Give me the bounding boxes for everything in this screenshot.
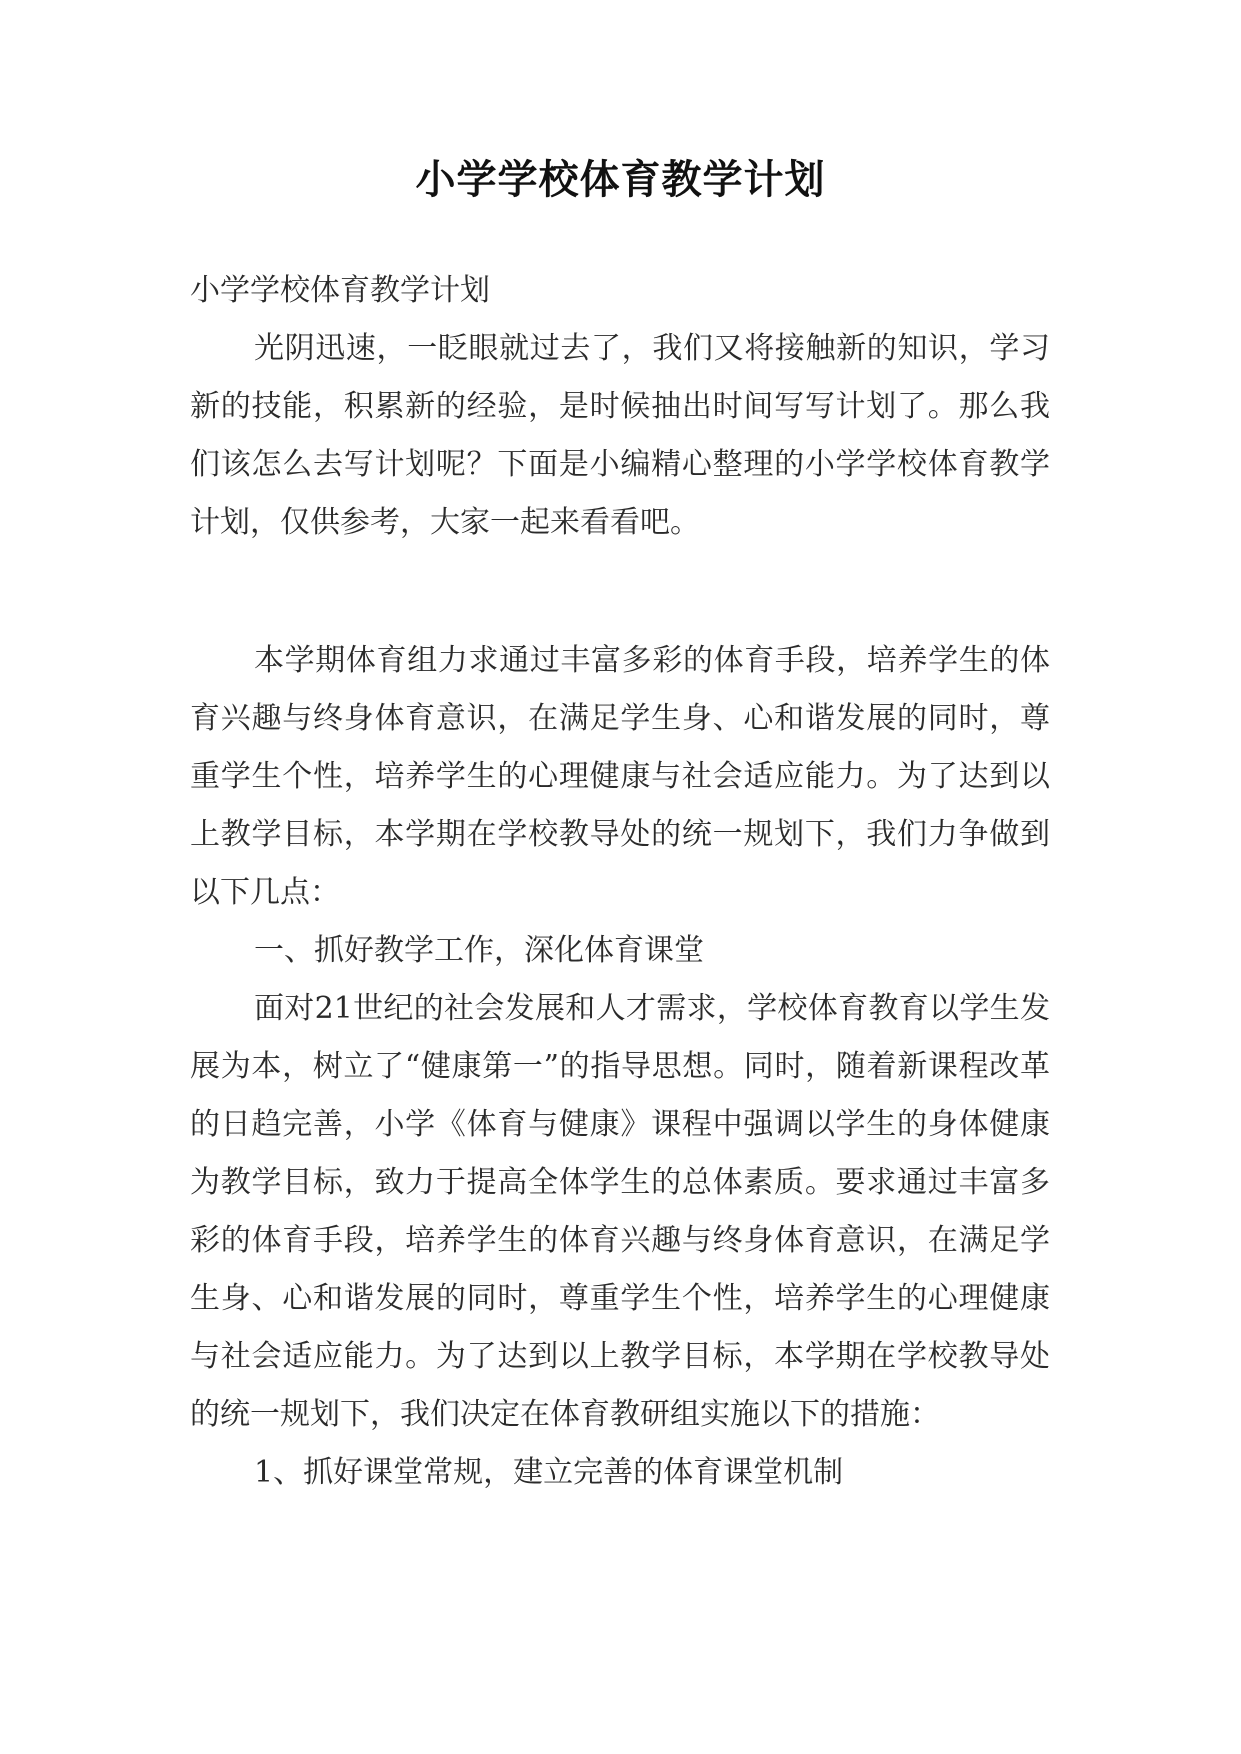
document-title: 小学学校体育教学计划 — [415, 157, 826, 203]
subsection-heading-1: 1、抓好课堂常规，建立完善的体育课堂机制 — [254, 1455, 844, 1490]
main-block — [190, 632, 1050, 1502]
document-subtitle: 小学学校体育教学计划 — [190, 273, 490, 308]
intro-block — [190, 262, 1050, 552]
paragraph-section-1: 面对21世纪的社会发展和人才需求，学校体育教育以学生发展为本，树立了“健康第一”的指导思想。同时，随着新课程改革的日趋完善，小学《体育与健康》课程中强调以学生的身体健康为教学目标，致力于提高全体学生的总体素质。要求通过丰富多彩的体育手段，培养学生的体育兴趣与终身体育意识，在满足学生身、心和谐发展的同时，尊重学生个性，培养学生的心理健康与社会适应能力。为了达到以上教学目标，本学期在学校教导处的统一规划下，我们决定在体育教研组实施以下的措施： — [190, 991, 1050, 1432]
paragraph-semester-goal: 本学期体育组力求通过丰富多彩的体育手段，培养学生的体育兴趣与终身体育意识，在满足学生身、心和谐发展的同时，尊重学生个性，培养学生的心理健康与社会适应能力。为了达到以上教学目标，本学期在学校教导处的统一规划下，我们力争做到以下几点： — [190, 643, 1050, 910]
section-heading-1: 一、抓好教学工作，深化体育课堂 — [254, 933, 704, 968]
paragraph-intro: 光阴迅速，一眨眼就过去了，我们又将接触新的知识，学习新的技能，积累新的经验，是时候抽出时间写写计划了。那么我们该怎么去写计划呢？下面是小编精心整理的小学学校体育教学计划，仅供参考，大家一起来看看吧。 — [190, 331, 1050, 540]
